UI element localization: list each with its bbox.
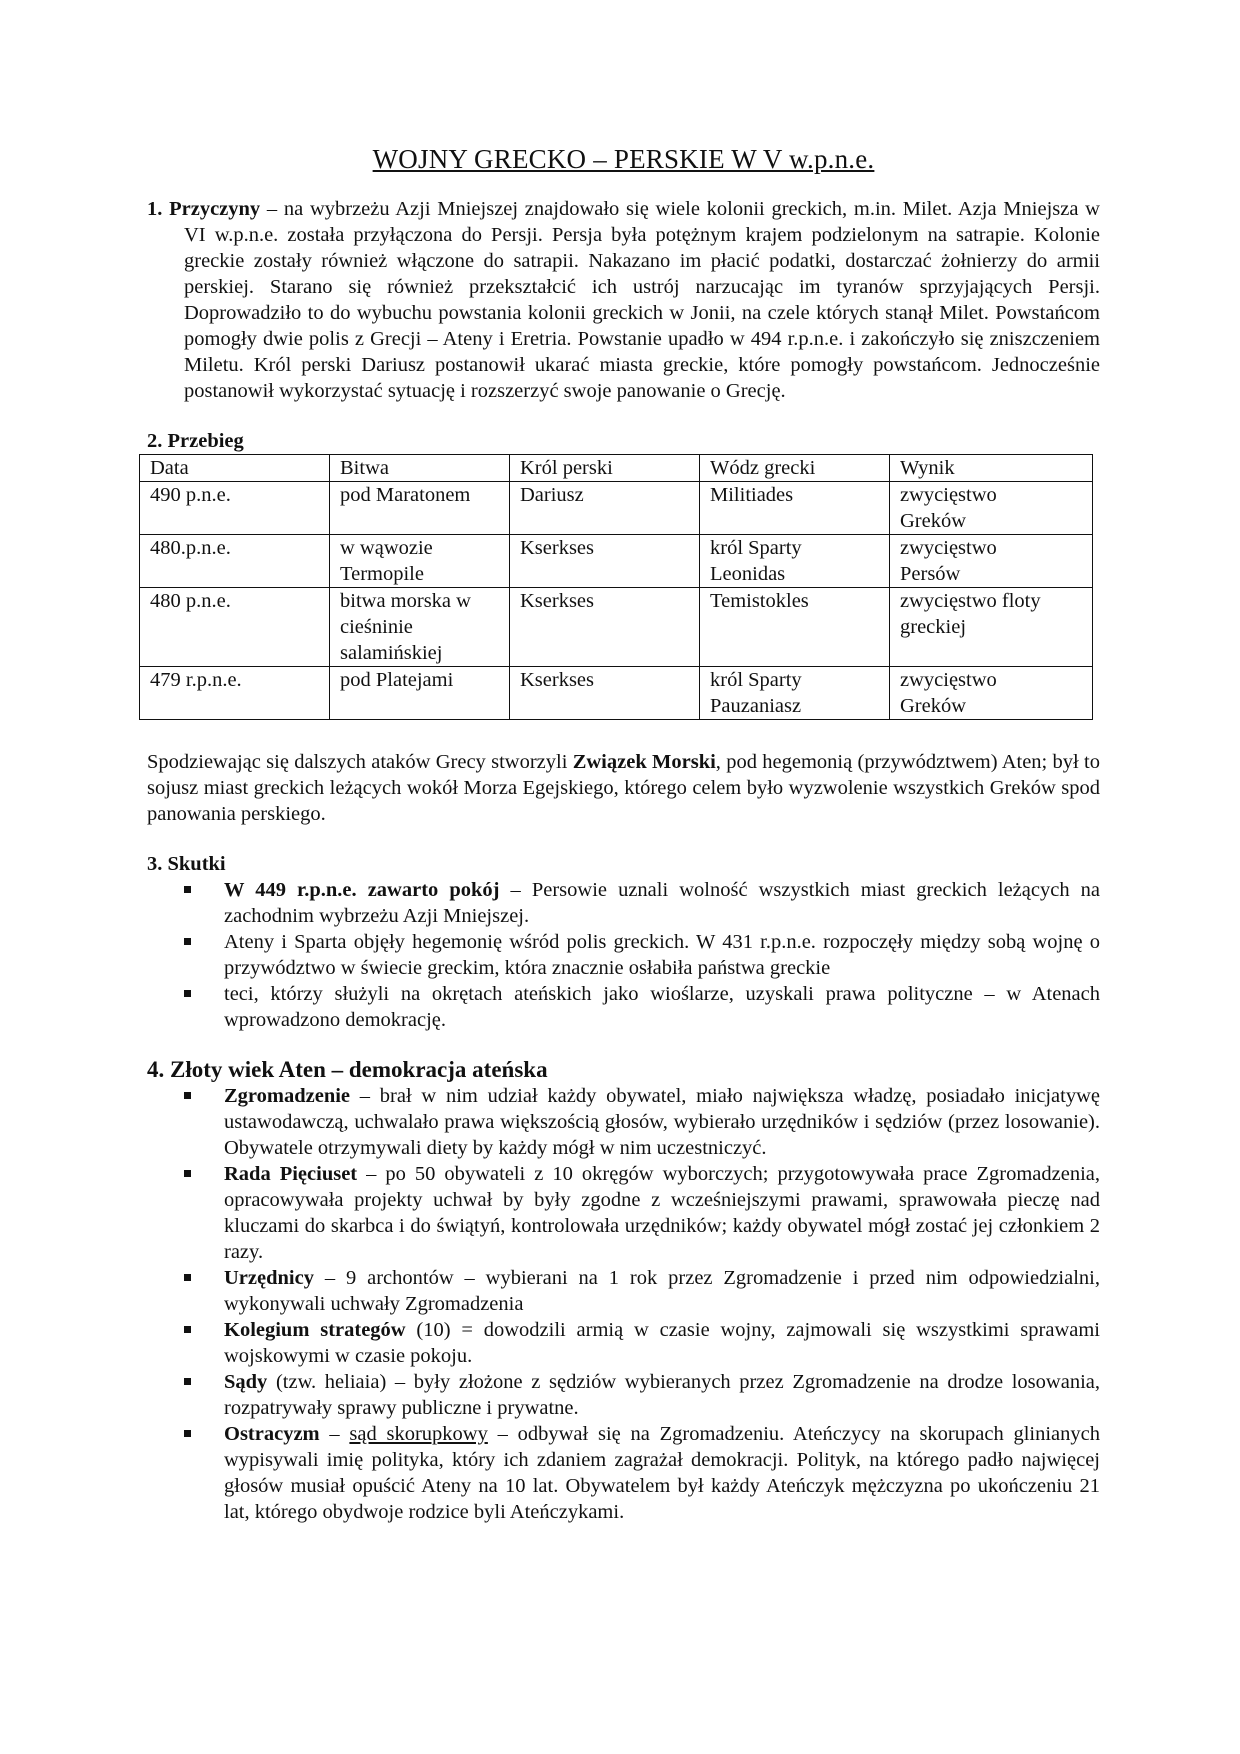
list-item-bold: Kolegium strategów xyxy=(224,1319,406,1341)
bullet-icon xyxy=(184,990,191,997)
table-header-cell: Wódz grecki xyxy=(700,455,890,482)
list-item-text: (10) = dowodzili armią w czasie wojny, zajmowali się wszystkimi sprawami wojskowymi w czasie pokoju. xyxy=(224,1319,1100,1367)
list-item xyxy=(184,929,1100,981)
bullet-icon xyxy=(184,1092,191,1099)
list-item-text: – po 50 obywateli z 10 okręgów wyborczych; przygotowywała prace Zgromadzenia, opracowywała projekty uchwał by były zgodne z wcześniejszymi prawami, sprawowała pieczę nad kluczami do skarbca i do świątyń, kontrolowała urzędników; każdy obywatel mógł zostać jej członkiem 2 razy. xyxy=(224,1163,1100,1263)
table-header-cell: Data xyxy=(140,455,330,482)
table-header-row xyxy=(140,455,1093,482)
list-item-bold: W 449 r.p.n.e. zawarto pokój xyxy=(224,879,500,901)
table-cell: zwycięstwo Greków xyxy=(890,482,1093,535)
table-cell: Kserkses xyxy=(510,588,700,667)
table-cell: Dariusz xyxy=(510,482,700,535)
table-cell: w wąwozie Termopile xyxy=(330,535,510,588)
section-course-heading: 2. Przebieg xyxy=(147,430,244,452)
naval-league-post: , pod hegemonią (przywództwem) Aten; był to sojusz miast greckich leżących wokół Morza Egejskiego, którego celem było wyzwolenie wszystkich Greków spod panowania perskiego. xyxy=(147,751,1100,825)
list-item xyxy=(184,1265,1100,1317)
list-item-dash: – xyxy=(319,1423,350,1445)
table-cell: 490 p.n.e. xyxy=(140,482,330,535)
list-item-bold: Ostracyzm xyxy=(224,1423,320,1445)
list-item xyxy=(184,981,1100,1033)
bullet-icon xyxy=(184,938,191,945)
bullet-icon xyxy=(184,1378,191,1385)
list-item xyxy=(184,1421,1100,1525)
bullet-icon xyxy=(184,1170,191,1177)
section-causes-text: – na wybrzeżu Azji Mniejszej znajdowało się wiele kolonii greckich, m.in. Milet. Azja Mniejsza w VI w.p.n.e. została przyłączona do Persji. Persja była potężnym krajem podzielonym na satrapie. Kolonie greckie zostały również włączone do satrapii. Nakazano im płacić podatki, dostarczać żołnierzy do armii perskiej. Starano się również przekształcić ich ustrój narzucając im tyranów sprzyjających Persji. Doprowadziło to do wybuchu powstania kolonii greckich w Jonii, na czele których stanął Milet. Powstańcom pomogły dwie polis z Grecji – Ateny i Eretria. Powstanie upadło w 494 r.p.n.e. i zakończyło się zniszczeniem Miletu. Król perski Dariusz postanowił ukarać miasta greckie, które pomogły powstańcom. Jednocześnie postanowił wykorzystać sytuację i rozszerzyć swoje panowanie o Grecję. xyxy=(184,198,1100,402)
bullet-icon xyxy=(184,1274,191,1281)
naval-league-pre: Spodziewając się dalszych ataków Grecy stworzyli xyxy=(147,751,573,773)
section-causes xyxy=(147,196,1100,404)
table-header-cell: Król perski xyxy=(510,455,700,482)
battles-table xyxy=(139,454,1093,720)
table-cell: pod Maratonem xyxy=(330,482,510,535)
list-item-bold: Rada Pięciuset xyxy=(224,1163,358,1185)
section-causes-heading: 1. Przyczyny xyxy=(147,198,261,220)
list-item-bold: Zgromadzenie xyxy=(224,1085,351,1107)
list-item xyxy=(184,1317,1100,1369)
list-item-text: – 9 archontów – wybierani na 1 rok przez Zgromadzenie i przed nim odpowiedzialni, wykonywali uchwały Zgromadzenia xyxy=(224,1267,1100,1315)
table-cell: Kserkses xyxy=(510,535,700,588)
table-cell: 480 p.n.e. xyxy=(140,588,330,667)
table-cell: zwycięstwo Persów xyxy=(890,535,1093,588)
table-cell: pod Platejami xyxy=(330,667,510,720)
list-item xyxy=(184,1369,1100,1421)
table-cell: bitwa morska w cieśninie salamińskiej xyxy=(330,588,510,667)
table-row xyxy=(140,535,1093,588)
table-cell: Militiades xyxy=(700,482,890,535)
bullet-icon xyxy=(184,886,191,893)
list-item-text: (tzw. heliaia) – były złożone z sędziów wybieranych przez Zgromadzenie na drodze losowania, rozpatrywały sprawy publiczne i prywatne. xyxy=(224,1371,1100,1419)
table-cell: król Sparty Pauzaniasz xyxy=(700,667,890,720)
table-cell: 480.p.n.e. xyxy=(140,535,330,588)
list-item-text: – brał w nim udział każdy obywatel, miało największa władzę, posiadało inicjatywę ustawodawczą, uchwalało prawa większością głosów, wybierało urzędników i sędziów (przez losowanie). Obywatele otrzymywali diety by każdy mógł w nim uczestniczyć. xyxy=(224,1085,1100,1159)
table-row xyxy=(140,667,1093,720)
table-row xyxy=(140,482,1093,535)
bullet-icon xyxy=(184,1326,191,1333)
list-item xyxy=(184,877,1100,929)
democracy-list xyxy=(147,1083,1100,1525)
section-golden-age-heading: 4. Złoty wiek Aten – demokracja ateńska xyxy=(147,1057,548,1082)
list-item-underlined: sąd skorupkowy xyxy=(349,1423,488,1445)
list-item-text: teci, którzy służyli na okrętach ateńskich jako wioślarze, uzyskali prawa polityczne – w Atenach wprowadzono demokrację. xyxy=(224,983,1100,1031)
table-header-cell: Wynik xyxy=(890,455,1093,482)
table-cell: Temistokles xyxy=(700,588,890,667)
effects-list xyxy=(147,877,1100,1033)
section-effects-heading: 3. Skutki xyxy=(147,853,226,875)
table-header-cell: Bitwa xyxy=(330,455,510,482)
document-title: WOJNY GRECKO – PERSKIE W V w.p.n.e. xyxy=(372,144,875,174)
list-item-text: Ateny i Sparta objęły hegemonię wśród polis greckich. W 431 r.p.n.e. rozpoczęły między sobą wojnę o przywództwo w świecie greckim, która znacznie osłabiła państwa greckie xyxy=(224,931,1100,979)
table-row xyxy=(140,588,1093,667)
naval-league-paragraph xyxy=(147,749,1100,827)
document-page xyxy=(147,140,1100,1525)
list-item-text: – odbywał się na Zgromadzeniu. Ateńczycy na skorupach glinianych wypisywali imię polityka, który ich zdaniem zagrażał demokracji. Polityk, na którego padło najwięcej głosów musiał opuścić Ateny na 10 lat. Obywatelem był każdy Ateńczyk mężczyzna po ukończeniu 21 lat, którego obydwoje rodzice byli Ateńczykami. xyxy=(224,1423,1100,1523)
list-item-text: – Persowie uznali wolność wszystkich miast greckich leżących na zachodnim wybrzeżu Azji Mniejszej. xyxy=(224,879,1100,927)
list-item-bold: Sądy xyxy=(224,1371,268,1393)
table-cell: zwycięstwo Greków xyxy=(890,667,1093,720)
naval-league-name: Związek Morski xyxy=(572,751,716,773)
bullet-icon xyxy=(184,1430,191,1437)
table-cell: król Sparty Leonidas xyxy=(700,535,890,588)
table-cell: Kserkses xyxy=(510,667,700,720)
list-item-bold: Urzędnicy xyxy=(224,1267,314,1289)
list-item xyxy=(184,1161,1100,1265)
table-cell: zwycięstwo floty greckiej xyxy=(890,588,1093,667)
list-item xyxy=(184,1083,1100,1161)
table-cell: 479 r.p.n.e. xyxy=(140,667,330,720)
